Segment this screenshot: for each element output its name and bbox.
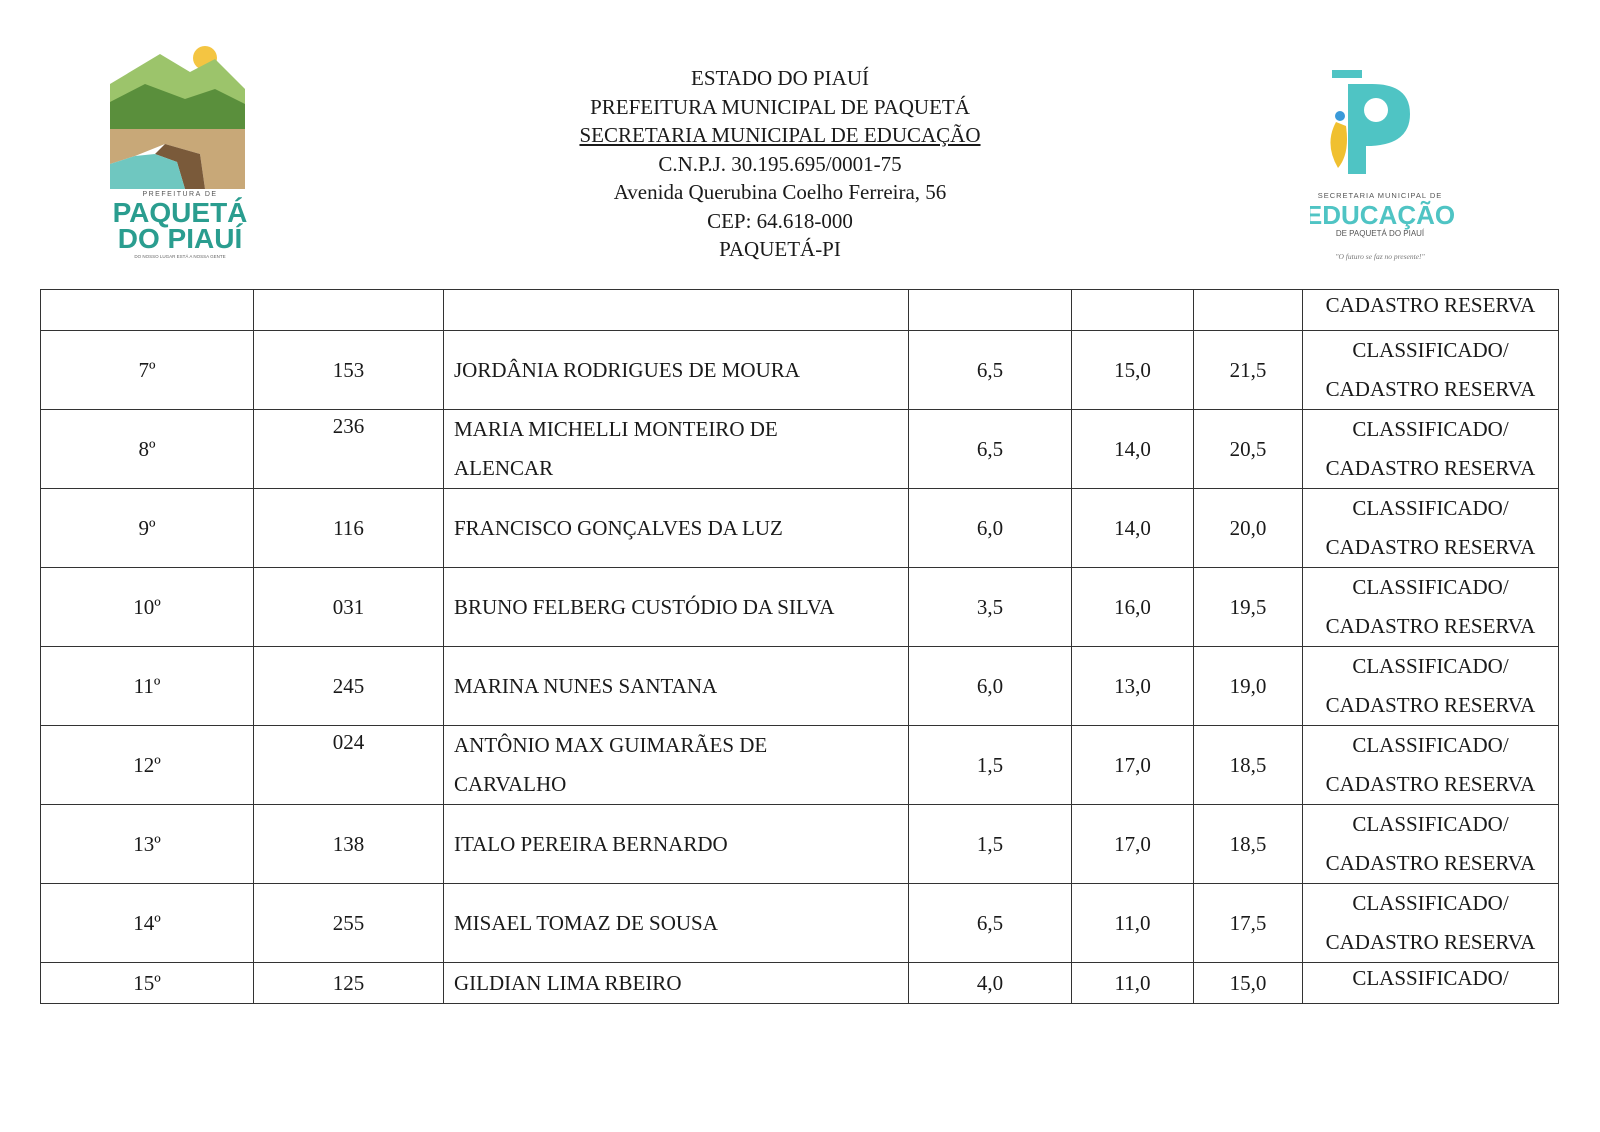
- cell-status: [1303, 290, 1559, 331]
- rank-text: 9º: [138, 515, 156, 540]
- cell-total: [1194, 331, 1303, 410]
- status-line-2: CADASTRO RESERVA: [1325, 377, 1536, 401]
- name-text: GILDIAN LIMA RBEIRO: [454, 971, 682, 995]
- status-text: [1303, 568, 1558, 646]
- cell-score-1: [909, 290, 1072, 331]
- logo-person-head: [1335, 111, 1345, 121]
- id-text: 125: [332, 971, 365, 995]
- cell-id: [254, 331, 444, 410]
- name-text: JORDÂNIA RODRIGUES DE MOURA: [454, 357, 800, 382]
- status-line-2: CADASTRO RESERVA: [1325, 456, 1536, 480]
- name-text: FRANCISCO GONÇALVES DA LUZ: [454, 515, 783, 540]
- status-text: [1303, 647, 1558, 725]
- table-row: [41, 963, 1559, 1004]
- cell-id: [254, 489, 444, 568]
- total-text: 15,0: [1229, 971, 1267, 995]
- total-text: 17,5: [1229, 910, 1267, 935]
- cell-rank: [41, 290, 254, 331]
- status-text: [1303, 805, 1558, 883]
- score-1-text: 6,0: [976, 673, 1004, 698]
- status-line-2: CADASTRO RESERVA: [1325, 614, 1536, 638]
- status-line-1: CLASSIFICADO/: [1352, 812, 1509, 836]
- score-2-text: 17,0: [1114, 752, 1151, 777]
- cell-score-1: [909, 568, 1072, 647]
- table-row: [41, 805, 1559, 884]
- logo-p-hole: [1364, 98, 1388, 122]
- cell-rank: [41, 805, 254, 884]
- rank-text: 11º: [133, 673, 161, 698]
- table-row: [41, 410, 1559, 489]
- cell-name: [444, 489, 909, 568]
- cell-total: [1194, 568, 1303, 647]
- results-table: [40, 289, 1559, 1004]
- cell-total: [1194, 963, 1303, 1004]
- cell-status: [1303, 331, 1559, 410]
- cell-name: [444, 568, 909, 647]
- header-address: Avenida Querubina Coelho Ferreira, 56: [613, 180, 947, 204]
- table-row-continuation: [41, 290, 1559, 331]
- cell-score-2: [1072, 331, 1194, 410]
- score-1-text: 6,0: [976, 515, 1004, 540]
- name-text: BRUNO FELBERG CUSTÓDIO DA SILVA: [454, 594, 835, 619]
- cell-name: [444, 805, 909, 884]
- status-text: [1303, 410, 1558, 488]
- cell-score-1: [909, 963, 1072, 1004]
- score-2-text: 16,0: [1114, 594, 1151, 619]
- score-2-text: 11,0: [1114, 971, 1151, 995]
- id-text: 138: [332, 831, 365, 856]
- logo-p-shape: [1348, 84, 1410, 174]
- cell-score-2: [1072, 290, 1194, 331]
- logo-right-big: EDUCAÇÃO: [1310, 200, 1456, 230]
- id-text: 236: [332, 414, 365, 438]
- name-line-1: MARIA MICHELLI MONTEIRO DE: [454, 417, 778, 441]
- score-1-text: 4,0: [976, 971, 1004, 995]
- cell-name: [444, 290, 909, 331]
- name-text: [454, 410, 908, 488]
- cell-total: [1194, 410, 1303, 489]
- cell-status: [1303, 489, 1559, 568]
- score-1-text: 6,5: [976, 436, 1004, 461]
- cell-score-1: [909, 489, 1072, 568]
- score-2-text: 14,0: [1114, 515, 1151, 540]
- cell-score-1: [909, 884, 1072, 963]
- score-1-text: 1,5: [976, 831, 1004, 856]
- total-text: 21,5: [1229, 357, 1267, 382]
- status-line-1: CLASSIFICADO/: [1352, 966, 1509, 990]
- name-line-1: ANTÔNIO MAX GUIMARÃES DE: [454, 733, 768, 757]
- name-text: MISAEL TOMAZ DE SOUSA: [454, 910, 718, 935]
- cell-score-2: [1072, 647, 1194, 726]
- cell-name: [444, 410, 909, 489]
- rank-text: 7º: [138, 357, 156, 382]
- status-line-1: CLASSIFICADO/: [1352, 417, 1509, 441]
- header-city: PAQUETÁ-PI: [719, 237, 841, 261]
- total-text: 18,5: [1229, 831, 1267, 856]
- status-line-2: CADASTRO RESERVA: [1325, 693, 1536, 717]
- rank-text: 12º: [133, 752, 161, 777]
- score-2-text: 13,0: [1114, 673, 1151, 698]
- table-row: [41, 726, 1559, 805]
- header-prefeitura: PREFEITURA MUNICIPAL DE PAQUETÁ: [590, 94, 970, 119]
- cell-id: [254, 963, 444, 1004]
- header-secretaria: SECRETARIA MUNICIPAL DE EDUCAÇÃO: [579, 123, 981, 147]
- header-state: ESTADO DO PIAUÍ: [691, 66, 869, 90]
- cell-score-2: [1072, 805, 1194, 884]
- name-line-2: CARVALHO: [454, 772, 567, 796]
- cell-name: [444, 963, 909, 1004]
- name-line-2: ALENCAR: [454, 456, 554, 480]
- cell-score-2: [1072, 963, 1194, 1004]
- status-line-2: CADASTRO RESERVA: [1325, 851, 1536, 875]
- cell-name: [444, 331, 909, 410]
- score-2-text: 11,0: [1114, 910, 1151, 935]
- cell-status: [1303, 963, 1559, 1004]
- rank-text: 8º: [138, 436, 156, 461]
- cell-id: [254, 726, 444, 805]
- cell-score-1: [909, 726, 1072, 805]
- logo-right-small: SECRETARIA MUNICIPAL DE: [1317, 191, 1443, 200]
- cell-score-2: [1072, 884, 1194, 963]
- document-header: [480, 64, 1080, 264]
- cell-total: [1194, 805, 1303, 884]
- cell-rank: [41, 963, 254, 1004]
- cell-rank: [41, 726, 254, 805]
- logo-person-shape: [1330, 122, 1347, 168]
- status-line-1: CLASSIFICADO/: [1352, 338, 1509, 362]
- table-row: [41, 568, 1559, 647]
- status-text: [1303, 331, 1558, 409]
- id-text: 245: [332, 673, 365, 698]
- id-text: 255: [332, 910, 365, 935]
- status-line-1: CLASSIFICADO/: [1352, 496, 1509, 520]
- header-cep: CEP: 64.618-000: [707, 208, 853, 233]
- status-text: [1303, 489, 1558, 567]
- logo-small-text: PREFEITURA DE: [142, 191, 218, 198]
- score-1-text: 1,5: [976, 752, 1004, 777]
- cell-status: [1303, 805, 1559, 884]
- status-line-2: CADASTRO RESERVA: [1325, 535, 1536, 559]
- score-1-text: 3,5: [976, 594, 1004, 619]
- logo-big-text-2: DO PIAUÍ: [117, 223, 243, 254]
- status-line-1: CLASSIFICADO/: [1352, 891, 1509, 915]
- cell-rank: [41, 331, 254, 410]
- name-text: ITALO PEREIRA BERNARDO: [454, 831, 728, 856]
- secretaria-logo: [1310, 64, 1470, 274]
- cell-score-2: [1072, 726, 1194, 805]
- name-text: [454, 726, 908, 804]
- cell-status: [1303, 647, 1559, 726]
- logo-big-text-1: PAQUETÁ: [112, 197, 248, 228]
- cell-status: [1303, 884, 1559, 963]
- id-text: 153: [332, 357, 365, 382]
- cell-name: [444, 726, 909, 805]
- status-line-2: CADASTRO RESERVA: [1325, 930, 1536, 954]
- cell-rank: [41, 884, 254, 963]
- logo-right-slogan: "O futuro se faz no presente!": [1335, 252, 1425, 261]
- cell-id: [254, 410, 444, 489]
- id-text: 031: [332, 594, 365, 619]
- cell-rank: [41, 410, 254, 489]
- cell-total: [1194, 884, 1303, 963]
- secretaria-logo-graphic: [1310, 64, 1470, 274]
- cell-id: [254, 568, 444, 647]
- cell-score-2: [1072, 568, 1194, 647]
- cell-score-1: [909, 410, 1072, 489]
- logo-top-bar: [1332, 70, 1362, 78]
- status-line-1: CLASSIFICADO/: [1352, 575, 1509, 599]
- cell-name: [444, 647, 909, 726]
- cell-id: [254, 647, 444, 726]
- cell-rank: [41, 647, 254, 726]
- cell-rank: [41, 489, 254, 568]
- cell-id: [254, 805, 444, 884]
- name-text: MARINA NUNES SANTANA: [454, 673, 718, 698]
- cell-rank: [41, 568, 254, 647]
- score-1-text: 6,5: [976, 357, 1004, 382]
- cell-id: [254, 884, 444, 963]
- cell-score-2: [1072, 489, 1194, 568]
- logo-right-sub: DE PAQUETÁ DO PIAUÍ: [1335, 229, 1425, 238]
- table-row: [41, 489, 1559, 568]
- cell-status: [1303, 726, 1559, 805]
- cell-status: [1303, 410, 1559, 489]
- cell-total: [1194, 647, 1303, 726]
- table-row: [41, 331, 1559, 410]
- table-row: [41, 884, 1559, 963]
- cell-score-1: [909, 647, 1072, 726]
- cell-id: [254, 290, 444, 331]
- total-text: 19,5: [1229, 594, 1267, 619]
- logo-slogan: DO NOSSO LUGAR ESTÁ A NOSSA GENTE: [134, 254, 226, 259]
- rank-text: 13º: [133, 831, 161, 856]
- prefeitura-logo: [105, 44, 255, 264]
- score-2-text: 15,0: [1114, 357, 1151, 382]
- id-text: 116: [333, 515, 364, 540]
- prefeitura-logo-graphic: [105, 44, 255, 264]
- status-text: [1303, 884, 1558, 962]
- cell-total: [1194, 290, 1303, 331]
- id-text: 024: [332, 730, 365, 754]
- total-text: 20,5: [1229, 436, 1267, 461]
- score-2-text: 14,0: [1114, 436, 1151, 461]
- cell-total: [1194, 489, 1303, 568]
- score-2-text: 17,0: [1114, 831, 1151, 856]
- cell-name: [444, 884, 909, 963]
- score-1-text: 6,5: [976, 910, 1004, 935]
- status-text: [1303, 726, 1558, 804]
- cell-score-1: [909, 331, 1072, 410]
- cell-total: [1194, 726, 1303, 805]
- total-text: 18,5: [1229, 752, 1267, 777]
- table-row: [41, 647, 1559, 726]
- cell-status: [1303, 568, 1559, 647]
- rank-text: 14º: [133, 910, 161, 935]
- status-line-1: CLASSIFICADO/: [1352, 733, 1509, 757]
- rank-text: 10º: [133, 594, 161, 619]
- total-text: 19,0: [1229, 673, 1267, 698]
- status-text: CADASTRO RESERVA: [1325, 293, 1536, 317]
- status-line-1: CLASSIFICADO/: [1352, 654, 1509, 678]
- status-text: [1303, 963, 1558, 993]
- header-cnpj: C.N.P.J. 30.195.695/0001-75: [658, 151, 902, 176]
- cell-score-2: [1072, 410, 1194, 489]
- rank-text: 15º: [133, 971, 161, 995]
- cell-score-1: [909, 805, 1072, 884]
- status-line-2: CADASTRO RESERVA: [1325, 772, 1536, 796]
- total-text: 20,0: [1229, 515, 1267, 540]
